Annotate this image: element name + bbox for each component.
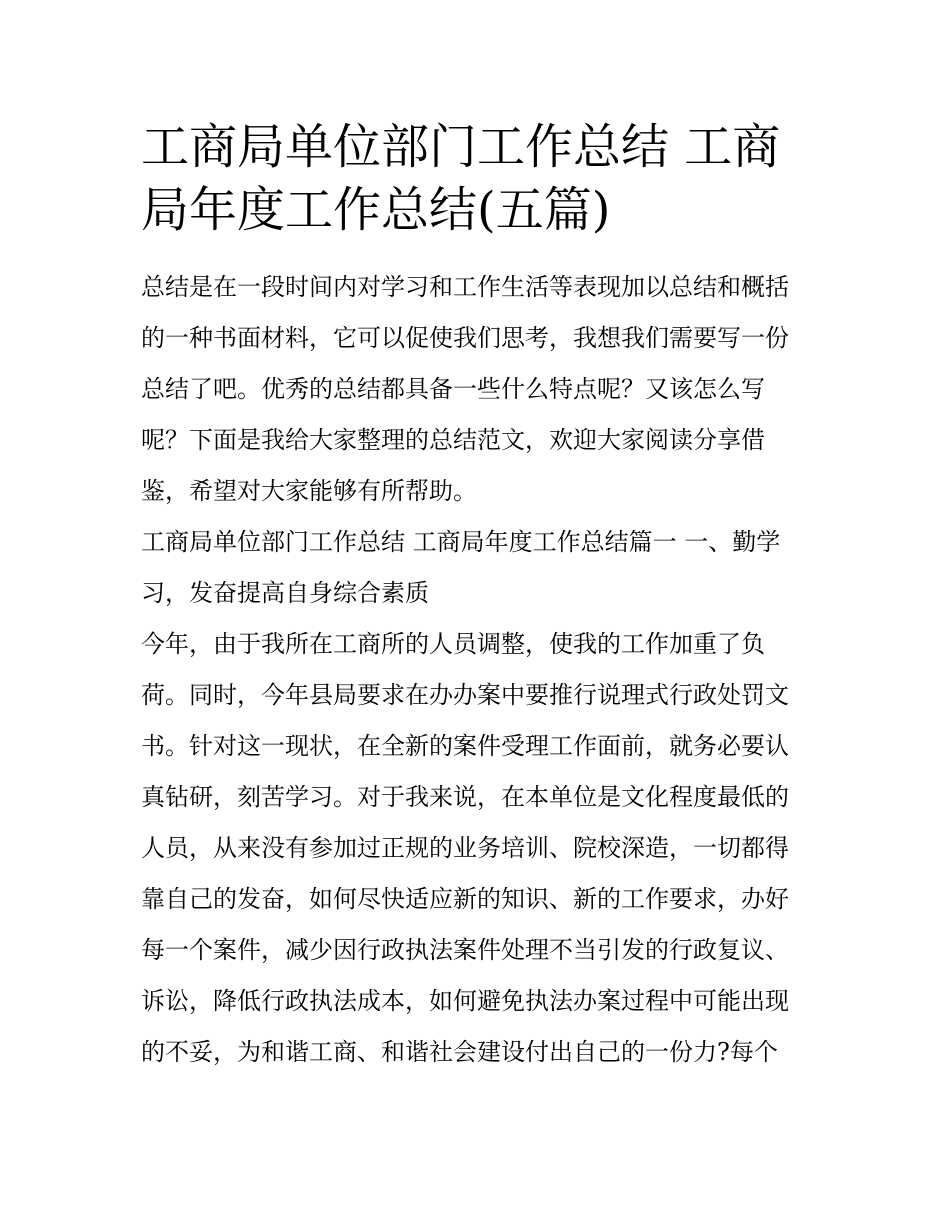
text-line: 真钻研，刻苦学习。对于我来说，在本单位是文化程度最低的: [141, 783, 789, 811]
text-line: 的不妥，为和谐工商、和谐社会建设付出自己的一份力?每个: [141, 1038, 778, 1066]
text-line: 今年，由于我所在工商所的人员调整，使我的工作加重了负: [141, 630, 765, 658]
title-line: 局年度工作总结(五篇): [141, 182, 611, 238]
text-line: 荷。同时，今年县局要求在办办案中要推行说理式行政处罚文: [141, 681, 789, 709]
text-line: 人员，从来没有参加过正规的业务培训、院校深造，一切都得: [141, 834, 789, 862]
text-line: 呢？下面是我给大家整理的总结范文，欢迎大家阅读分享借: [141, 426, 765, 454]
text-line: 每一个案件，减少因行政执法案件处理不当引发的行政复议、: [141, 936, 789, 964]
text-line: 靠自己的发奋，如何尽快适应新的知识、新的工作要求，办好: [141, 885, 789, 913]
text-line: 的一种书面材料，它可以促使我们思考，我想我们需要写一份: [141, 324, 789, 352]
text-line: 诉讼，降低行政执法成本，如何避免执法办案过程中可能出现: [141, 987, 789, 1015]
text-line: 习，发奋提高自身综合素质: [141, 579, 429, 607]
intro-paragraph: [141, 262, 813, 517]
text-line: 书。针对这一现状，在全新的案件受理工作面前，就务必要认: [141, 732, 789, 760]
text-line: 鉴，希望对大家能够有所帮助。: [141, 477, 477, 505]
section-heading-paragraph: [141, 517, 813, 619]
document-body: [141, 116, 813, 1078]
body-paragraph: [141, 619, 813, 1078]
title-line: 工商局单位部门工作总结 工商: [141, 119, 781, 175]
text-line: 工商局单位部门工作总结 工商局年度工作总结篇一 一、勤学: [141, 528, 781, 556]
text-line: 总结是在一段时间内对学习和工作生活等表现加以总结和概括: [141, 273, 789, 301]
text-line: 总结了吧。优秀的总结都具备一些什么特点呢？又该怎么写: [141, 375, 765, 403]
document-title: [141, 116, 813, 242]
